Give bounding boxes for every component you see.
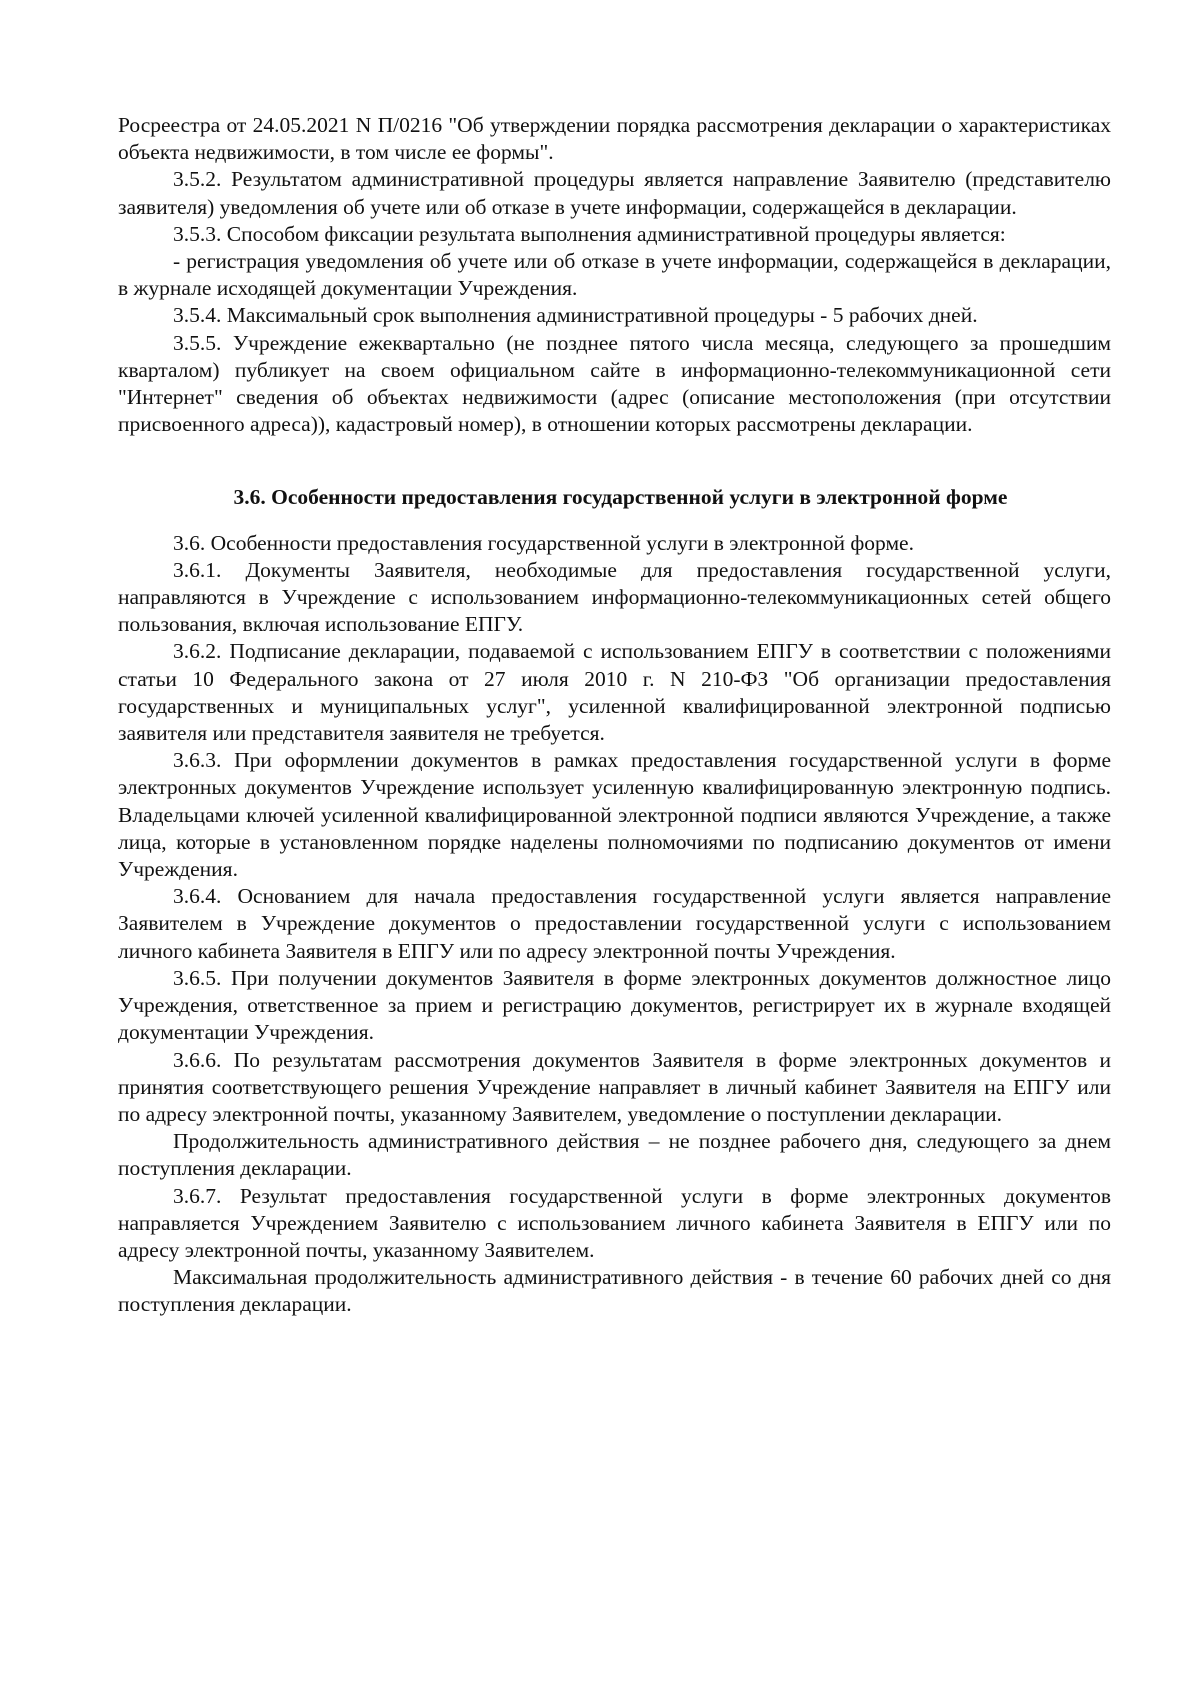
paragraph-3-6-7-duration: Максимальная продолжительность административного действия - в течение 60 рабочих дней со дня поступления декларации. <box>118 1265 1111 1317</box>
paragraph-3-6-2: 3.6.2. Подписание декларации, подаваемой с использованием ЕПГУ в соответствии с положениями статьи 10 Федерального закона от 27 июля 2010 г. N 210-ФЗ "Об организации предоставления государственных и муниципальных услуг", усиленной квалифицированной электронной подписью заявителя или представителя заявителя не требуется. <box>118 639 1111 746</box>
paragraph-3-5-3-item: - регистрация уведомления об учете или об отказе в учете информации, содержащейся в декларации, в журнале исходящей документации Учреждения. <box>118 249 1111 301</box>
paragraph-3-6-5: 3.6.5. При получении документов Заявителя в форме электронных документов должностное лицо Учреждения, ответственное за прием и регистрацию документов, регистрирует их в журнале входящей документации Учреждения. <box>118 965 1111 1045</box>
paragraph-3-6-3: 3.6.3. При оформлении документов в рамках предоставления государственной услуги в форме электронных документов Учреждение использует усиленную квалифицированную электронную подпись. Владельцами ключей усиленной квалифицированной электронной подписи являются Учреждение, а также лица, которые в установленном порядке наделены полномочиями по подписанию документов от имени Учреждения. <box>118 748 1111 882</box>
paragraph-3-6-7: 3.6.7. Результат предоставления государственной услуги в форме электронных документов направляется Учреждением Заявителю с использованием личного кабинета Заявителя в ЕПГУ или по адресу электронной почты, указанному Заявителем. <box>118 1183 1111 1262</box>
paragraph-3-5-5: 3.5.5. Учреждение ежеквартально (не позднее пятого числа месяца, следующего за прошедшим кварталом) публикует на своем официальном сайте в информационно-телекоммуникационной сети "Интернет" сведения об объектах недвижимости (адрес (описание местоположения (при отсутствии присвоенного адреса)), кадастровый номер), в отношении которых рассмотрены декларации. <box>118 330 1111 437</box>
paragraph-3-5-2: 3.5.2. Результатом административной процедуры является направление Заявителю (представителю заявителя) уведомления об учете или об отказе в учете информации, содержащейся в декларации. <box>118 167 1111 219</box>
paragraph-3-6-1: 3.6.1. Документы Заявителя, необходимые для предоставления государственной услуги, направляются в Учреждение с использованием информационно-телекоммуникационных сетей общего пользования, включая использование ЕПГУ. <box>118 557 1111 637</box>
paragraph-3-5-4: 3.5.4. Максимальный срок выполнения административной процедуры - 5 рабочих дней. <box>173 303 978 328</box>
paragraph-3-6-6: 3.6.6. По результатам рассмотрения документов Заявителя в форме электронных документов и принятия соответствующего решения Учреждение направляет в личный кабинет Заявителя на ЕПГУ или по адресу электронной почты, указанному Заявителем, уведомление о поступлении декларации. <box>118 1047 1111 1126</box>
paragraph-3-6-6-duration: Продолжительность административного действия – не позднее рабочего дня, следующего за днем поступления декларации. <box>118 1129 1111 1181</box>
section-heading-3-6: 3.6. Особенности предоставления государственной услуги в электронной форме <box>233 485 1008 510</box>
paragraph-3-6: 3.6. Особенности предоставления государственной услуги в электронной форме. <box>173 530 914 555</box>
paragraph-continuation: Росреестра от 24.05.2021 N П/0216 "Об утверждении порядка рассмотрения декларации о характеристиках объекта недвижимости, в том числе ее формы". <box>118 113 1111 165</box>
paragraph-3-6-4: 3.6.4. Основанием для начала предоставления государственной услуги является направление Заявителем в Учреждение документов о предоставлении государственной услуги с использованием личного кабинета Заявителя в ЕПГУ или по адресу электронной почты Учреждения. <box>118 884 1111 963</box>
paragraph-3-5-3: 3.5.3. Способом фиксации результата выполнения административной процедуры является: <box>173 221 1006 246</box>
document-page <box>118 112 1111 1319</box>
